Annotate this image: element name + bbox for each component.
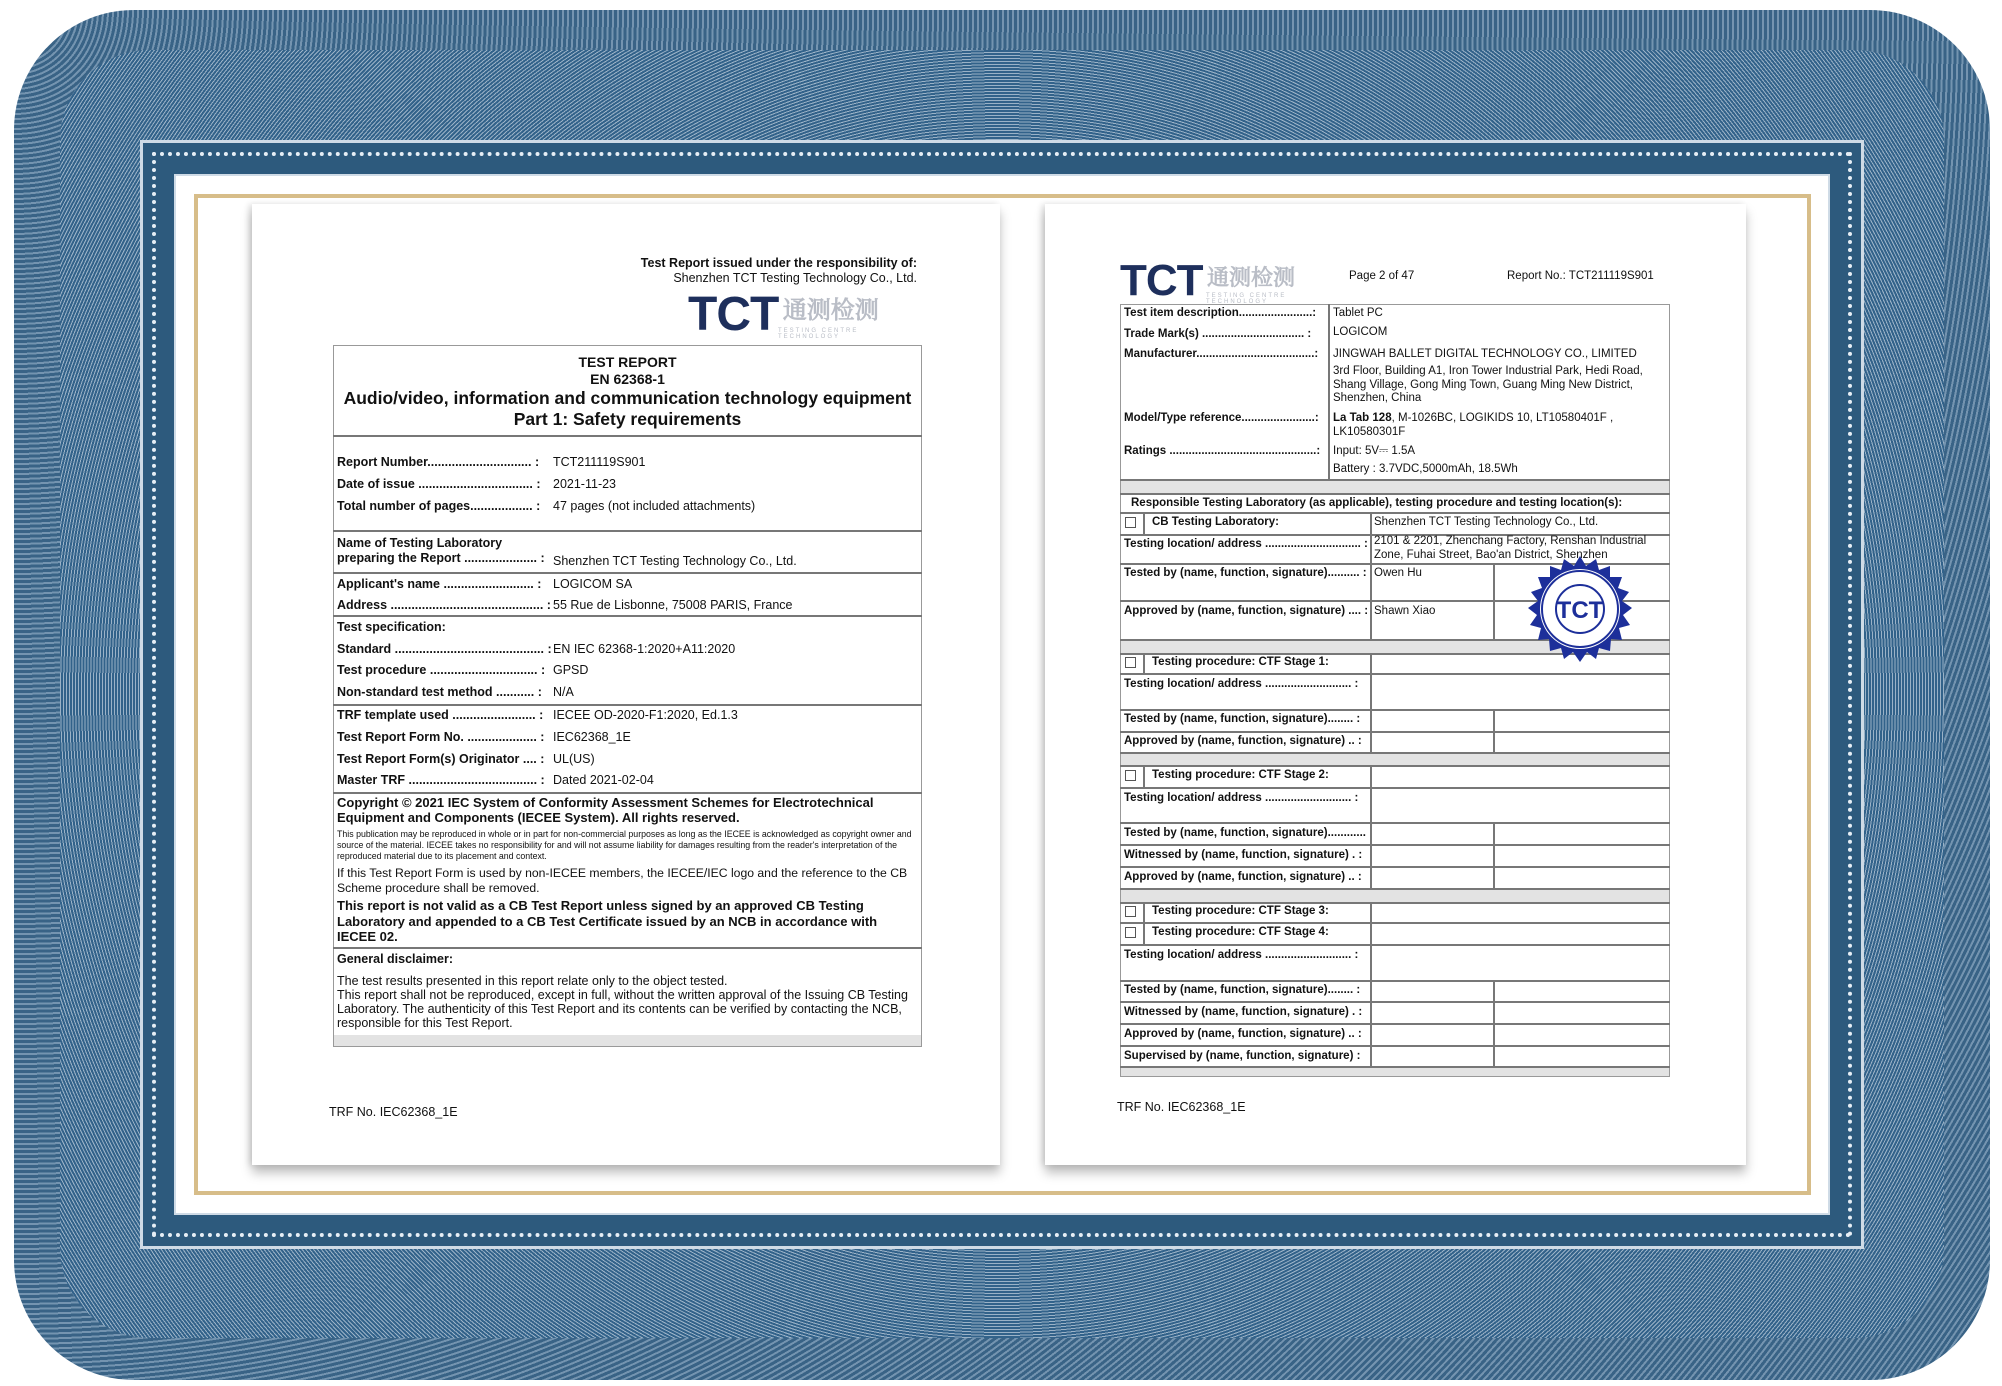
standard: EN IEC 62368-1:2020+A11:2020 <box>553 642 736 656</box>
ctf-stage2-checkbox[interactable] <box>1125 770 1136 781</box>
cb-lab-checkbox[interactable] <box>1125 517 1136 528</box>
total-pages: 47 pages (not included attachments) <box>553 499 756 513</box>
disclaimer-1: The test results presented in this report relate only to the object tested. <box>337 974 728 988</box>
ratings-input: Input: 5V⎓ 1.5A <box>1333 445 1416 457</box>
trade-mark: LOGICOM <box>1333 326 1388 338</box>
tested-by: Owen Hu <box>1374 567 1422 579</box>
issued-block <box>641 256 917 286</box>
page-number: Page 2 of 47 <box>1349 270 1415 282</box>
ctf-stage4-checkbox[interactable] <box>1125 927 1136 938</box>
model-reference: La Tab 128, M-1026BC, LOGIKIDS 10, LT10580401F , LK10580301F <box>1333 412 1614 438</box>
applicant-name: LOGICOM SA <box>553 577 633 591</box>
report-no: Report No.: TCT211119S901 <box>1507 270 1654 282</box>
ctf-stage3-checkbox[interactable] <box>1125 906 1136 917</box>
non-member-note: If this Test Report Form is used by non-IECEE members, the IECEE/IEC logo and the reference to the CB Scheme procedure shall be removed. <box>337 866 908 895</box>
approved-by: Shawn Xiao <box>1374 605 1436 617</box>
applicant-address: 55 Rue de Lisbonne, 75008 PARIS, France <box>553 598 793 612</box>
report-title: TEST REPORT EN 62368-1 Audio/video, information and communication technology equipment Part 1: Safety requirements <box>343 354 912 429</box>
disclaimer-2: This report shall not be reproduced, except in full, without the written approval of the Issuing CB Testing Laboratory. The authenticity of this Test Report and its contents can be verified by contacting the NCB, responsible for this Test Report. <box>337 988 908 1030</box>
publication-note: This publication may be reproduced in whole or in part for non-commercial purposes as long as the IECEE is acknowledged as copyright owner and source of the material. IECEE takes no responsibility for and will not assume liability for damages resulting from the reader's interpretation of the reproduced material due to its placement and context. <box>337 829 912 861</box>
validity-note: This report is not valid as a CB Test Report unless signed by an approved CB Testing Laboratory and appended to a CB Test Certificate issued by an NCB in accordance with IECEE 02. <box>337 898 878 944</box>
test-procedure: GPSD <box>553 663 589 677</box>
copyright: Copyright © 2021 IEC System of Conformity Assessment Schemes for Electrotechnical Equipment and Components (IECEE System). All rights reserved. <box>337 795 874 825</box>
issued-heading: Test Report issued under the responsibility of: <box>640 256 917 270</box>
issued-by: Shenzhen TCT Testing Technology Co., Ltd. <box>673 271 917 285</box>
cb-lab-name: Shenzhen TCT Testing Technology Co., Ltd. <box>1374 516 1599 528</box>
cb-location: 2101 & 2201, Zhenchang Factory, Renshan Industrial Zone, Fuhai Street, Bao'an District, Shenzhen <box>1374 535 1647 561</box>
ratings-battery: Battery : 3.7VDC,5000mAh, 18.5Wh <box>1333 463 1518 475</box>
manufacturer: JINGWAH BALLET DIGITAL TECHNOLOGY CO., LIMITED <box>1333 348 1637 360</box>
svg-text:TCT: TCT <box>1556 597 1604 624</box>
manufacturer-address: 3rd Floor, Building A1, Iron Tower Industrial Park, Hedi Road, Shang Village, Gong Ming Town, Guang Ming New District, Shenzhen, China <box>1333 365 1643 404</box>
responsible-heading: Responsible Testing Laboratory (as applicable), testing procedure and testing location(s): <box>1131 497 1623 509</box>
trf-footer: TRF No. IEC62368_1E <box>1117 1100 1246 1114</box>
testing-lab: Shenzhen TCT Testing Technology Co., Ltd. <box>553 554 797 568</box>
date-of-issue: 2021-11-23 <box>553 477 617 491</box>
disclaimer-heading: General disclaimer: <box>337 952 454 966</box>
report-number: TCT211119S901 <box>553 455 646 469</box>
tct-logo: TCT 通测检测 TESTING CENTRE TECHNOLOGY <box>688 288 879 341</box>
ctf-stage1-checkbox[interactable] <box>1125 657 1136 668</box>
company-seal-stamp <box>1526 556 1634 664</box>
trf-footer: TRF No. IEC62368_1E <box>329 1105 458 1119</box>
tct-logo: TCT 通测检测 TESTING CENTRE TECHNOLOGY <box>1120 256 1295 305</box>
test-item: Tablet PC <box>1333 307 1383 319</box>
